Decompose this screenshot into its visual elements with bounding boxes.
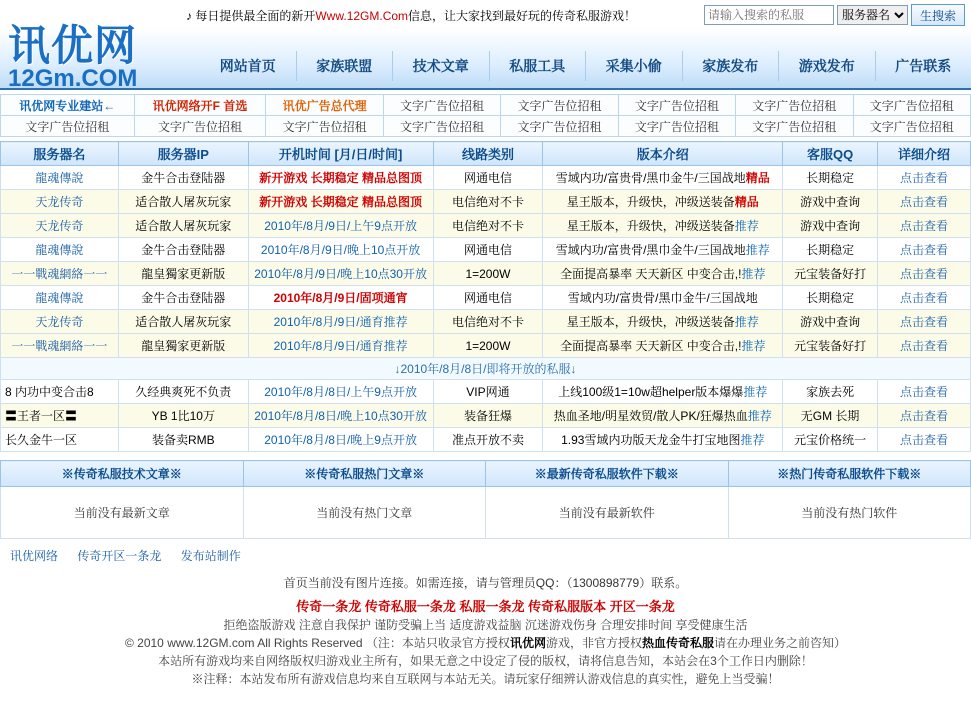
cell-open-time: 2010年/8月/8日/晚上9点开放: [248, 428, 433, 452]
version-tag: 推荐: [741, 267, 766, 281]
ad-cell[interactable]: 讯优网络开F 首选: [134, 95, 266, 116]
col-open-time: 开机时间 [月/日/时间]: [248, 142, 433, 166]
friend-link-2[interactable]: 传奇开区一条龙: [77, 549, 162, 563]
marquee-site: Www.12GM.Com: [315, 8, 409, 23]
cell-detail-link[interactable]: 点击查看: [878, 190, 971, 214]
footer-warning: 拒绝盗版游戏 注意自我保护 谨防受骗上当 适度游戏益脑 沉迷游戏伤身 合理安排时间 享受健康生活: [223, 618, 748, 632]
cell-detail-link[interactable]: 点击查看: [878, 262, 971, 286]
cell-qq: 无GM 长期: [783, 404, 878, 428]
separator-text: ↓2010年/8月/8日/即将开放的私服↓: [1, 358, 971, 380]
col-server-ip: 服务器IP: [118, 142, 248, 166]
cell-line-type: 电信绝对不卡: [433, 214, 543, 238]
table-row: [1, 428, 971, 452]
version-text: 雪域内功/富贵骨/黑巾金牛/三国战地: [555, 171, 746, 185]
copyright-mid: 游戏，非官方授权: [545, 636, 642, 650]
cell-server-name[interactable]: 天龙传奇: [1, 310, 119, 334]
ad-cell[interactable]: 讯优广告总代理: [266, 95, 383, 116]
cell-server-ip: 金牛合击登陆器: [118, 238, 248, 262]
bottom-panels-table: [0, 460, 971, 539]
version-text: 星王版本，升级快，冲级送装备: [566, 315, 735, 329]
version-tag: 推荐: [734, 315, 759, 329]
version-text: 星王版本，升级快，冲级送装备: [566, 219, 735, 233]
panel-body-hot-software: 当前没有热门软件: [728, 487, 971, 539]
ad-cell[interactable]: 文字广告位招租: [736, 116, 853, 137]
version-tag: 推荐: [734, 219, 759, 233]
nav-item-home[interactable]: 网站首页: [219, 58, 276, 74]
cell-qq: 家族去死: [783, 380, 878, 404]
footer-keywords: 传奇一条龙 传奇私服一条龙 私服一条龙 传奇私服版本 开区一条龙: [296, 599, 675, 614]
friend-link-1[interactable]: 讯优网络: [10, 549, 59, 563]
col-version: 版本介绍: [543, 142, 783, 166]
marquee-prefix: 每日提供最全面的新开: [195, 8, 316, 23]
text-ad-table: [0, 94, 971, 137]
version-tag: 推荐: [743, 385, 768, 399]
cell-qq: 游戏中查询: [783, 190, 878, 214]
ad-cell[interactable]: 文字广告位招租: [501, 116, 618, 137]
version-text: 全面提高暴率 天天新区 中变合击,!: [560, 267, 742, 281]
cell-server-name[interactable]: 龍魂傳說: [1, 286, 119, 310]
version-text: 全面提高暴率 天天新区 中变合击,!: [560, 339, 742, 353]
cell-server-name[interactable]: 天龙传奇: [1, 190, 119, 214]
cell-open-time: 新开游戏 长期稳定 精品总图顶: [248, 190, 433, 214]
table-header-row: [1, 142, 971, 166]
marquee-suffix: 信息，让大家找到最好玩的传奇私服游戏！: [408, 8, 637, 23]
cell-open-time: 2010年/8月/9日/通育推荐: [248, 310, 433, 334]
version-tag: 精品: [734, 195, 759, 209]
cell-line-type: 1=200W: [433, 334, 543, 358]
ad-cell[interactable]: 文字广告位招租: [853, 116, 970, 137]
copyright-brand: 讯优网: [509, 636, 546, 650]
server-list-table: [0, 141, 971, 452]
ad-cell[interactable]: 文字广告位招租: [618, 116, 735, 137]
version-text: 雪域内功/富贵骨/黑巾金牛/三国战地: [567, 291, 758, 305]
nav-item-ad-contact[interactable]: 广告联系: [875, 51, 971, 81]
cell-qq: 长期稳定: [783, 238, 878, 262]
table-row: [1, 310, 971, 334]
cell-detail-link[interactable]: 点击查看: [878, 214, 971, 238]
table-row: [1, 334, 971, 358]
cell-open-time: 2010年/8月/9日/通育推荐: [248, 334, 433, 358]
footer-notice: 首页当前没有图片连接。如需连接，请与管理员QQ：（1300898779）联系。: [283, 576, 688, 590]
cell-server-name[interactable]: 〓王者一区〓: [1, 404, 119, 428]
cell-qq: 长期稳定: [783, 286, 878, 310]
cell-version: [543, 428, 783, 452]
col-detail: 详细介绍: [878, 142, 971, 166]
cell-line-type: 电信绝对不卡: [433, 310, 543, 334]
table-row: [1, 404, 971, 428]
cell-open-time: 2010年/8月/8日/晚上10点30开放: [248, 404, 433, 428]
table-row: [1, 380, 971, 404]
cell-qq: 游戏中查询: [783, 214, 878, 238]
cell-version: [543, 380, 783, 404]
cell-open-time: 2010年/8月/9日/晚上10点开放: [248, 238, 433, 262]
ad-cell[interactable]: 文字广告位招租: [266, 116, 383, 137]
site-logo[interactable]: [8, 21, 188, 92]
table-row: [1, 286, 971, 310]
search-scope-select[interactable]: [837, 5, 908, 25]
ad-cell[interactable]: 讯优网专业建站←: [1, 95, 135, 116]
cell-qq: 游戏中查询: [783, 310, 878, 334]
cell-server-name[interactable]: 8 内功中变合击8: [1, 380, 119, 404]
panel-title-hot-software: ※热门传奇私服软件下载※: [728, 461, 971, 487]
cell-detail-link[interactable]: 点击查看: [878, 428, 971, 452]
cell-open-time: 2010年/8月/9日/上午9点开放: [248, 214, 433, 238]
ad-cell[interactable]: 文字广告位招租: [501, 95, 618, 116]
cell-line-type: 1=200W: [433, 262, 543, 286]
cell-server-ip: 金牛合击登陆器: [118, 166, 248, 190]
panel-body-new-software: 当前没有最新软件: [486, 487, 729, 539]
table-row: [1, 238, 971, 262]
cell-server-name[interactable]: 一一戰魂網絡一一: [1, 262, 119, 286]
cell-server-ip: 适合散人屠灰玩家: [118, 310, 248, 334]
cell-server-ip: YB 1比10万: [118, 404, 248, 428]
cell-version: [543, 238, 783, 262]
cell-server-name[interactable]: 龍魂傳說: [1, 238, 119, 262]
cell-server-name[interactable]: 天龙传奇: [1, 214, 119, 238]
nav-item-family[interactable]: 家族联盟: [296, 51, 393, 81]
cell-line-type: 网通电信: [433, 166, 543, 190]
cell-detail-link[interactable]: 点击查看: [878, 334, 971, 358]
version-text: 热血圣地/明星效贸/散人PK/狂爆热血: [553, 409, 748, 423]
cell-version: [543, 404, 783, 428]
page-footer: [0, 574, 971, 688]
bottom-header-row: [1, 461, 971, 487]
version-tag: 推荐: [747, 409, 772, 423]
cell-server-ip: 装备卖RMB: [118, 428, 248, 452]
cell-server-ip: 龍皇獨家更新版: [118, 262, 248, 286]
ad-row: [1, 116, 971, 137]
footer-copyright: [0, 634, 971, 652]
speaker-icon: ♪: [186, 8, 192, 23]
version-text: 星王版本，升级快，冲级送装备: [566, 195, 735, 209]
cell-line-type: 准点开放不卖: [433, 428, 543, 452]
copyright-end: 请在办理业务之前咨知）: [713, 636, 846, 650]
col-server-name: 服务器名: [1, 142, 119, 166]
cell-line-type: 电信绝对不卡: [433, 190, 543, 214]
cell-version: [543, 166, 783, 190]
cell-line-type: VIP网通: [433, 380, 543, 404]
cell-open-time: 2010年/8月/8日/上午9点开放: [248, 380, 433, 404]
panel-body-hot-articles: 当前没有热门文章: [243, 487, 486, 539]
search-box: [704, 4, 965, 26]
ad-row: [1, 95, 971, 116]
friend-link-3[interactable]: 发布站制作: [180, 549, 241, 563]
cell-server-ip: 金牛合击登陆器: [118, 286, 248, 310]
nav-item-tools[interactable]: 私服工具: [489, 51, 586, 81]
nav-item-family-post[interactable]: 家族发布: [682, 51, 779, 81]
nav-item-tech[interactable]: 技术文章: [392, 51, 489, 81]
cell-detail-link[interactable]: 点击查看: [878, 404, 971, 428]
version-tag: 推荐: [745, 243, 770, 257]
ad-cell[interactable]: 文字广告位招租: [383, 116, 500, 137]
table-row: [1, 166, 971, 190]
cell-version: [543, 262, 783, 286]
ad-cell[interactable]: 文字广告位招租: [736, 95, 853, 116]
col-qq: 客服QQ: [783, 142, 878, 166]
cell-version: [543, 334, 783, 358]
site-header: [0, 21, 971, 92]
section-separator-row: [1, 358, 971, 380]
copyright-pre: © 2010 www.12GM.com All Rights Reserved （注：本站只收录官方授权: [124, 636, 510, 650]
cell-version: [543, 214, 783, 238]
cell-line-type: 装备狂爆: [433, 404, 543, 428]
nav-item-game-post[interactable]: 游戏发布: [778, 51, 875, 81]
cell-detail-link[interactable]: 点击查看: [878, 166, 971, 190]
cell-server-ip: 龍皇獨家更新版: [118, 334, 248, 358]
table-row: [1, 214, 971, 238]
version-text: 上线100级1=10w超helper版本爆爆: [558, 385, 744, 399]
cell-detail-link[interactable]: 点击查看: [878, 380, 971, 404]
ad-cell[interactable]: 文字广告位招租: [853, 95, 970, 116]
cell-server-name[interactable]: 长久金牛一区: [1, 428, 119, 452]
cell-server-name[interactable]: 一一戰魂網絡一一: [1, 334, 119, 358]
version-text: 雪域内功/富贵骨/黑巾金牛/三国战地: [555, 243, 746, 257]
version-text: 1.93雪域内功版天龙金牛打宝地图: [561, 433, 741, 447]
logo-en: 12Gm.COM: [8, 65, 138, 92]
cell-qq: 长期稳定: [783, 166, 878, 190]
version-tag: 精品: [745, 171, 770, 185]
cell-detail-link[interactable]: 点击查看: [878, 286, 971, 310]
cell-line-type: 网通电信: [433, 286, 543, 310]
cell-qq: 元宝价格统一: [783, 428, 878, 452]
cell-qq: 元宝装备好打: [783, 262, 878, 286]
friend-links: [10, 547, 971, 564]
panel-title-hot-articles: ※传奇私服热门文章※: [243, 461, 486, 487]
search-input[interactable]: [704, 5, 834, 25]
cell-open-time: 2010年/8月/9日/固项通宵: [248, 286, 433, 310]
version-tag: 推荐: [741, 339, 766, 353]
main-nav: [200, 44, 971, 88]
table-row: [1, 262, 971, 286]
cell-open-time: 新开游戏 长期稳定 精品总图顶: [248, 166, 433, 190]
search-button[interactable]: 生搜索: [911, 4, 965, 26]
nav-item-collector[interactable]: 采集小偷: [585, 51, 682, 81]
ad-cell[interactable]: 文字广告位招租: [1, 116, 135, 137]
cell-detail-link[interactable]: 点击查看: [878, 310, 971, 334]
ad-cell[interactable]: 文字广告位招租: [618, 95, 735, 116]
cell-detail-link[interactable]: 点击查看: [878, 238, 971, 262]
panel-body-tech-articles: 当前没有最新文章: [1, 487, 244, 539]
cell-open-time: 2010年/8月/9日/晚上10点30开放: [248, 262, 433, 286]
panel-title-new-software: ※最新传奇私服软件下载※: [486, 461, 729, 487]
cell-server-name[interactable]: 龍魂傳說: [1, 166, 119, 190]
version-tag: 推荐: [740, 433, 765, 447]
cell-version: [543, 190, 783, 214]
col-line-type: 线路类别: [433, 142, 543, 166]
cell-version: [543, 310, 783, 334]
cell-qq: 元宝装备好打: [783, 334, 878, 358]
logo-cn: 讯优网: [8, 21, 138, 70]
cell-server-ip: 久经典爽死不负责: [118, 380, 248, 404]
ad-cell[interactable]: 文字广告位招租: [134, 116, 266, 137]
cell-version: [543, 286, 783, 310]
bottom-content-row: [1, 487, 971, 539]
cell-line-type: 网通电信: [433, 238, 543, 262]
footer-disclaimer-2: ※注释：本站发布所有游戏信息均来自互联网与本站无关。请玩家仔细辨认游戏信息的真实性，避免上当受骗！: [191, 672, 780, 686]
panel-title-tech-articles: ※传奇私服技术文章※: [1, 461, 244, 487]
footer-disclaimer-1: 本站所有游戏均来自网络版权归游戏业主所有，如果无意之中设定了侵的版权，请将信息告知，本站会在3个工作日内删除！: [158, 654, 813, 668]
cell-server-ip: 适合散人屠灰玩家: [118, 214, 248, 238]
cell-server-ip: 适合散人屠灰玩家: [118, 190, 248, 214]
table-row: [1, 190, 971, 214]
copyright-brand2: 热血传奇私服: [641, 636, 714, 650]
ad-cell[interactable]: 文字广告位招租: [383, 95, 500, 116]
